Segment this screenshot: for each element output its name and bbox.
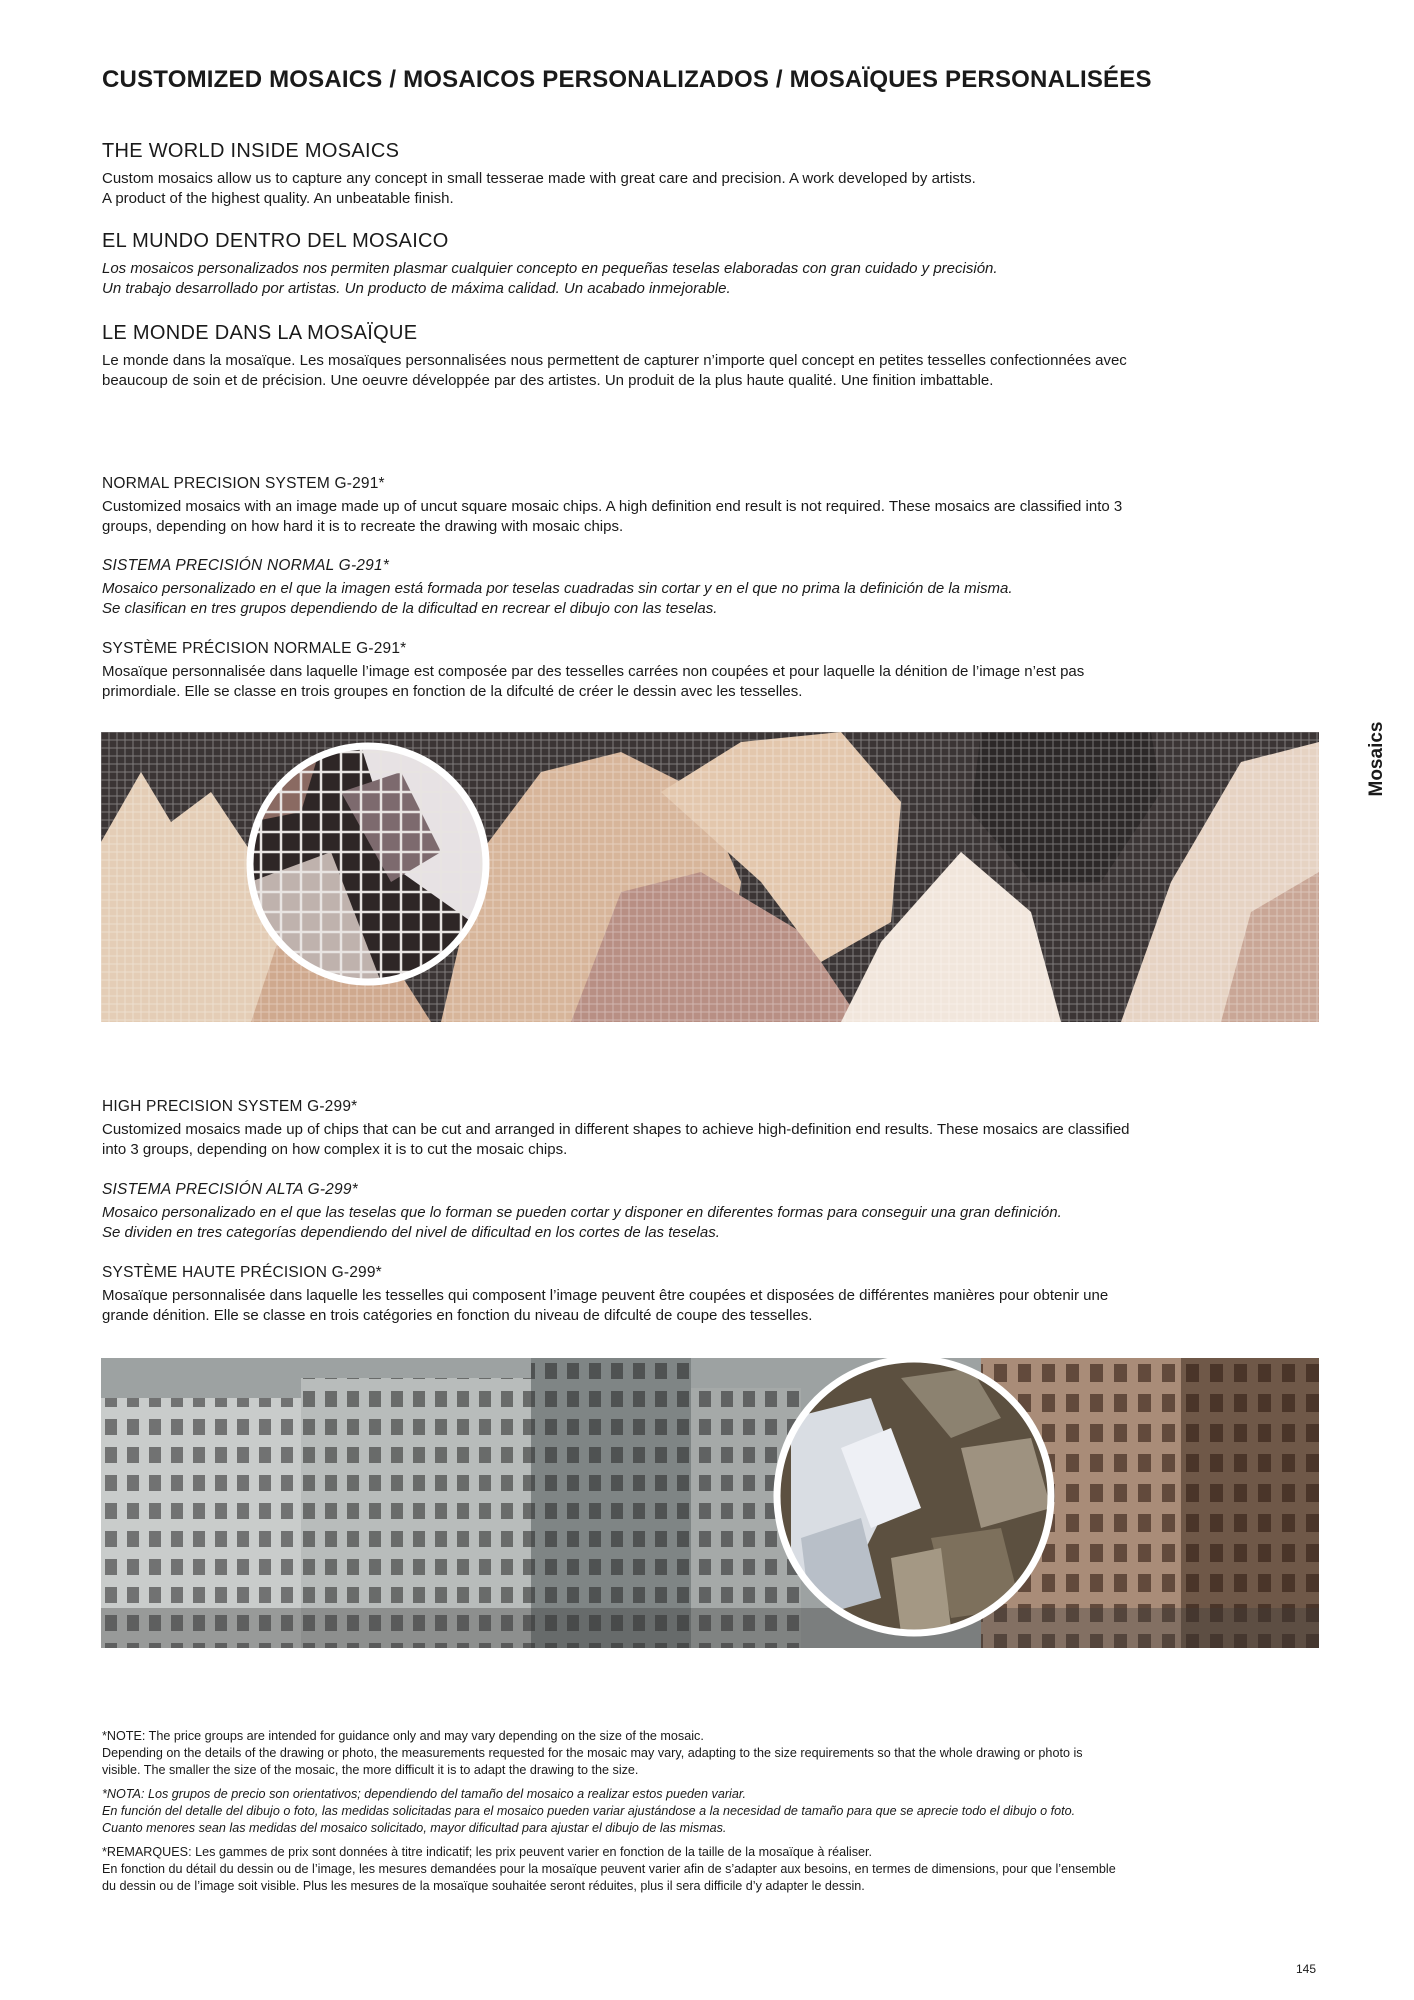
intro-es-line2: Un trabajo desarrollado por artistas. Un producto de máxima calidad. Un acabado inmejorable. bbox=[102, 280, 731, 297]
intro-fr-heading: LE MONDE DANS LA MOSAÏQUE bbox=[102, 322, 418, 344]
note-es-line3: Cuanto menores sean las medidas del mosaico solicitado, mayor dificultad para ajustar el dibujo de las mismas. bbox=[102, 1821, 727, 1835]
high-precision-mosaic-image bbox=[101, 1358, 1319, 1648]
normal-es bbox=[102, 557, 1322, 619]
intro-fr bbox=[102, 322, 1322, 391]
high-es-heading: SISTEMA PRECISIÓN ALTA G-299* bbox=[102, 1181, 358, 1198]
high-en-line1: Customized mosaics made up of chips that can be cut and arranged in different shapes to achieve high-definition end results. These mosaics are classified bbox=[102, 1121, 1130, 1138]
high-fr bbox=[102, 1264, 1322, 1326]
normal-es-heading: SISTEMA PRECISIÓN NORMAL G-291* bbox=[102, 557, 389, 574]
intro-es-line1: Los mosaicos personalizados nos permiten plasmar cualquier concepto en pequeñas teselas elaboradas con gran cuidado y precisión. bbox=[102, 260, 998, 277]
high-en-heading: HIGH PRECISION SYSTEM G-299* bbox=[102, 1098, 358, 1115]
high-es-line1: Mosaico personalizado en el que las teselas que lo forman se pueden cortar y disponer en diferentes formas para conseguir una gran definición. bbox=[102, 1204, 1062, 1221]
high-fr-heading: SYSTÈME HAUTE PRÉCISION G-299* bbox=[102, 1264, 382, 1281]
notes bbox=[102, 1728, 1322, 1902]
normal-es-line2: Se clasifican en tres grupos dependiendo de la dificultad en recrear el dibujo con las teselas. bbox=[102, 600, 718, 617]
normal-precision-mosaic-image bbox=[101, 732, 1319, 1022]
intro-es bbox=[102, 230, 1322, 299]
intro-en bbox=[102, 140, 1322, 209]
normal-en-heading: NORMAL PRECISION SYSTEM G-291* bbox=[102, 475, 385, 492]
note-en-line2: Depending on the details of the drawing or photo, the measurements requested for the mosaic may vary, adapting to the size requirements so that the whole drawing or photo is bbox=[102, 1746, 1083, 1760]
note-fr-line2: En fonction du détail du dessin ou de l’image, les mesures demandées pour la mosaïque peuvent varier afin de s’adapter aux besoins, en termes de dimensions, pour que l’ensemble bbox=[102, 1862, 1116, 1876]
note-en bbox=[102, 1728, 1322, 1779]
intro-fr-line1: Le monde dans la mosaïque. Les mosaïques personnalisées nous permettent de capturer n’importe quel concept en petites tesselles confectionnées avec bbox=[102, 352, 1127, 369]
note-en-line1: *NOTE: The price groups are intended for guidance only and may vary depending on the size of the mosaic. bbox=[102, 1729, 704, 1743]
page-number: 145 bbox=[1296, 1962, 1317, 1976]
note-es-line1: *NOTA: Los grupos de precio son orientativos; dependiendo del tamaño del mosaico a realizar estos pueden variar. bbox=[102, 1787, 747, 1801]
high-fr-line1: Mosaïque personnalisée dans laquelle les tesselles qui composent l’image peuvent être coupées et disposées de différentes manières pour obtenir une bbox=[102, 1287, 1109, 1304]
note-fr-line3: du dessin ou de l’image soit visible. Plus les mesures de la mosaïque souhaitée seront réduites, plus il sera difficile d’y adapter le dessin. bbox=[102, 1879, 865, 1893]
intro-en-heading: THE WORLD INSIDE MOSAICS bbox=[102, 140, 400, 162]
high-en bbox=[102, 1098, 1322, 1160]
note-fr-line1: *REMARQUES: Les gammes de prix sont données à titre indicatif; les prix peuvent varier en fonction de la taille de la mosaïque à réaliser. bbox=[102, 1845, 873, 1859]
note-es-line2: En función del detalle del dibujo o foto, las medidas solicitadas para el mosaico pueden variar ajustándose a la necesidad de tamaño para que se aprecie todo el dibujo o foto. bbox=[102, 1804, 1076, 1818]
normal-fr-heading: SYSTÈME PRÉCISION NORMALE G-291* bbox=[102, 640, 407, 657]
note-fr bbox=[102, 1844, 1322, 1895]
page-title: CUSTOMIZED MOSAICS / MOSAICOS PERSONALIZADOS / MOSAÏQUES PERSONALISÉES bbox=[102, 66, 1152, 93]
intro-fr-line2: beaucoup de soin et de précision. Une oeuvre développée par des artistes. Un produit de la plus haute qualité. Une finition imbattable. bbox=[102, 372, 994, 389]
high-es-line2: Se dividen en tres categorías dependiendo del nivel de dificultad en los cortes de las teselas. bbox=[102, 1224, 720, 1241]
normal-fr-line1: Mosaïque personnalisée dans laquelle l’image est composée par des tesselles carrées non coupées et pour laquelle la dénition de l’image n’est pas bbox=[102, 663, 1085, 680]
normal-fr bbox=[102, 640, 1322, 702]
normal-en bbox=[102, 475, 1322, 537]
normal-fr-line2: primordiale. Elle se classe en trois groupes en fonction de la difculté de créer le dessin avec les tesselles. bbox=[102, 683, 803, 700]
high-es bbox=[102, 1181, 1322, 1243]
intro-en-line1: Custom mosaics allow us to capture any concept in small tesserae made with great care and precision. A work developed by artists. bbox=[102, 170, 976, 187]
normal-en-line2: groups, depending on how hard it is to recreate the drawing with mosaic chips. bbox=[102, 518, 624, 535]
note-en-line3: visible. The smaller the size of the mosaic, the more difficult it is to adapt the drawing to the size. bbox=[102, 1763, 639, 1777]
high-fr-line2: grande dénition. Elle se classe en trois catégories en fonction du niveau de difculté de coupe des tesselles. bbox=[102, 1307, 813, 1324]
intro-en-line2: A product of the highest quality. An unbeatable finish. bbox=[102, 190, 454, 207]
high-en-line2: into 3 groups, depending on how complex it is to cut the mosaic chips. bbox=[102, 1141, 568, 1158]
note-es bbox=[102, 1786, 1322, 1837]
normal-es-line1: Mosaico personalizado en el que la imagen está formada por teselas cuadradas sin cortar y en el que no prima la definición de la misma. bbox=[102, 580, 1013, 597]
side-tab-mosaics: Mosaics bbox=[1366, 721, 1387, 797]
normal-en-line1: Customized mosaics with an image made up of uncut square mosaic chips. A high definition end result is not required. These mosaics are classified into 3 bbox=[102, 498, 1123, 515]
intro-es-heading: EL MUNDO DENTRO DEL MOSAICO bbox=[102, 230, 449, 252]
